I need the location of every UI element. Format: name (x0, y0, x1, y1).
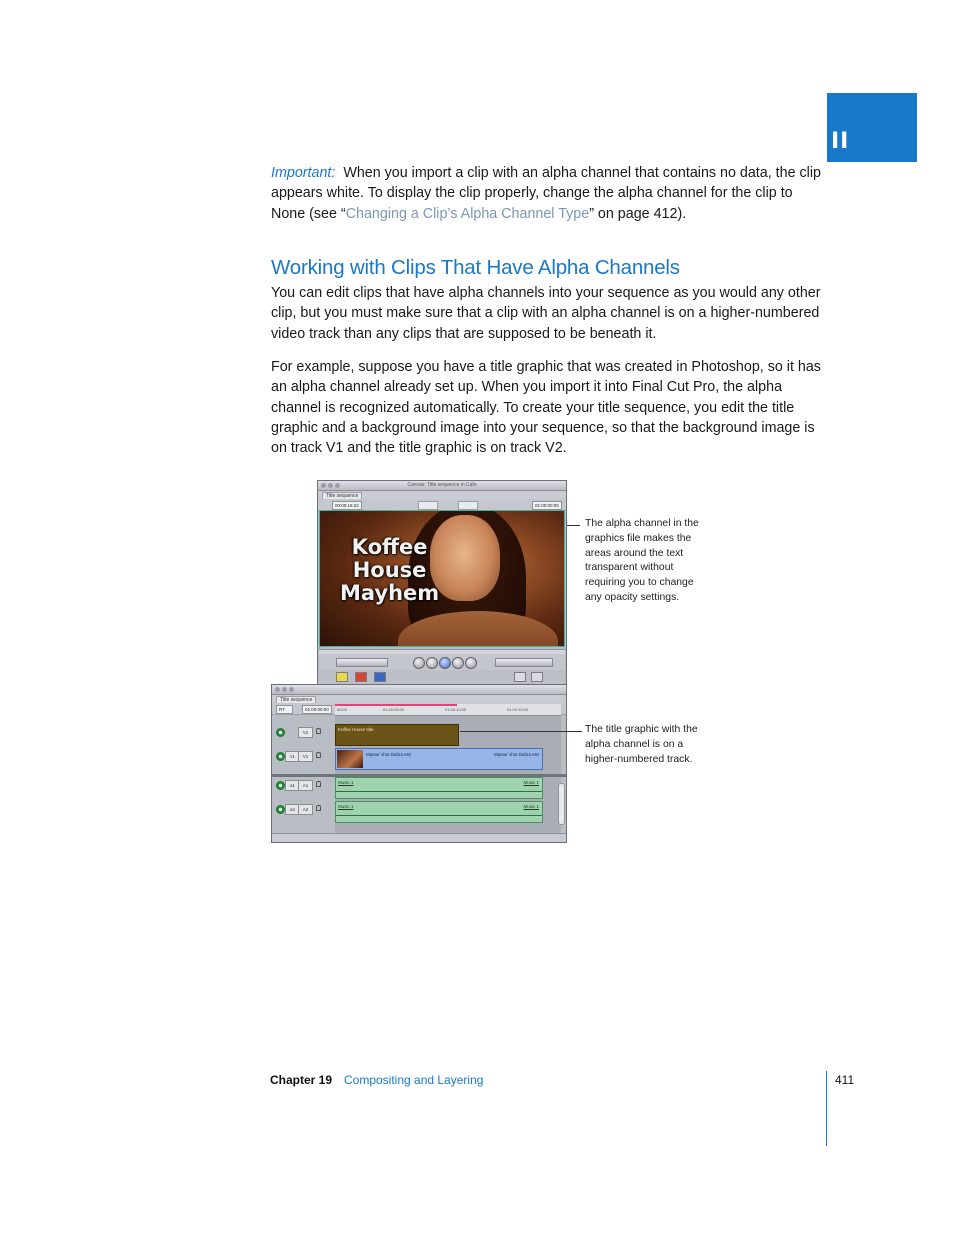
title-line-1: Koffee (351, 535, 428, 559)
title-clip-name: Koffee House title (338, 727, 374, 732)
track-label-v2[interactable]: V2 (298, 727, 313, 738)
lock-icon[interactable] (316, 728, 321, 734)
title-clip-v2[interactable] (335, 724, 459, 746)
audio-level-line[interactable] (336, 815, 542, 816)
timeline-titlebar (272, 685, 566, 695)
close-icon[interactable] (321, 483, 326, 488)
audio-clip-a2-name-right: Music 1 (523, 804, 539, 809)
video-audio-divider[interactable] (272, 774, 567, 777)
timeline-tab-title-sequence[interactable]: Title sequence (276, 696, 316, 704)
zoom-popup[interactable] (418, 501, 438, 510)
play-around-button[interactable] (452, 657, 464, 669)
important-label: Important: (271, 165, 336, 181)
in-out-range (335, 704, 457, 706)
duration-timecode[interactable]: 00:00:16:22 (332, 501, 362, 510)
play-button[interactable] (439, 657, 451, 669)
video-clip-v1[interactable] (335, 748, 543, 770)
ruler-label: 01:00:15:00 (507, 707, 529, 712)
replace-edit-button[interactable] (374, 672, 386, 682)
canvas-window-title: Canvas: Title sequence in Cafe (407, 482, 477, 488)
paragraph-2: For example, suppose you have a title graphic that was created in Photoshop, so it has an alpha channel already set up. When you import it into Final Cut Pro, the alpha channel is recognized automatically. To create your title sequence, you edit the title graphic and a background image into your sequence, so that the background image is on track V1 and the title graphic is on track V2. (271, 359, 821, 457)
track-audible-toggle[interactable] (276, 781, 285, 790)
insert-edit-button[interactable] (336, 672, 348, 682)
go-to-next-edit-button[interactable] (465, 657, 477, 669)
transport-controls (319, 654, 565, 670)
track-header-a1 (274, 778, 334, 792)
part-tab-label: II (831, 129, 850, 154)
track-label-a2[interactable]: A2 (298, 804, 313, 815)
ruler-label: 01:00:05:00 (383, 707, 405, 712)
subject-face (430, 515, 500, 601)
play-in-to-out-button[interactable] (426, 657, 438, 669)
source-control-v1[interactable]: v1 (285, 751, 300, 762)
timeline-window-controls[interactable] (275, 687, 294, 692)
timeline-window (271, 684, 567, 843)
page-number: 411 (835, 1073, 855, 1087)
playhead-timecode[interactable]: 01:00:00:00 (302, 705, 332, 714)
audio-clip-a2-name-left: Music 1 (338, 804, 354, 809)
clip-thumbnail (337, 750, 363, 768)
timeline-bottom-bar[interactable] (272, 833, 566, 842)
view-popup[interactable] (458, 501, 478, 510)
window-controls[interactable] (321, 483, 340, 488)
shuttle-control[interactable] (336, 658, 388, 667)
footer-rule (826, 1071, 827, 1146)
cross-reference-link[interactable]: Changing a Clip’s Alpha Channel Type (345, 205, 590, 222)
mark-in-button[interactable] (514, 672, 526, 682)
lock-icon[interactable] (316, 752, 321, 758)
go-to-previous-edit-button[interactable] (413, 657, 425, 669)
section-heading: Working with Clips That Have Alpha Channels (271, 256, 680, 279)
callout-line-2 (460, 731, 582, 732)
zoom-icon[interactable] (289, 687, 294, 692)
track-label-v1[interactable]: V1 (298, 751, 313, 762)
callout-1: The alpha channel in the graphics file makes the areas around the text transparent without requiring you to change any opacity settings. (585, 518, 699, 603)
video-clip-name-right: Master shot Debra MS (493, 752, 539, 757)
callout-2: The title graphic with the alpha channel is on a higher-numbered track. (585, 724, 698, 765)
vertical-scrollbar[interactable] (558, 783, 565, 825)
track-header-a2 (274, 802, 334, 816)
callout-line-1 (567, 525, 580, 526)
canvas-window (317, 480, 567, 685)
track-audible-toggle[interactable] (276, 805, 285, 814)
paragraph-1: You can edit clips that have alpha channels into your sequence as you would any other clip, but you must make sure that a clip with an alpha channel is on a higher-numbered video track than any clips that are supposed to be beneath it. (271, 285, 821, 342)
part-tab (827, 93, 917, 162)
lock-icon[interactable] (316, 805, 321, 811)
figure-screenshot (271, 480, 567, 843)
minimize-icon[interactable] (282, 687, 287, 692)
lock-icon[interactable] (316, 781, 321, 787)
current-timecode[interactable]: 01:00:00:00 (532, 501, 562, 510)
track-visibility-toggle[interactable] (276, 752, 285, 761)
video-clip-name-left: Master shot Debra MS (366, 752, 412, 757)
track-visibility-toggle[interactable] (276, 728, 285, 737)
minimize-icon[interactable] (328, 483, 333, 488)
title-line-3: Mayhem (340, 581, 440, 605)
canvas-tab-title-sequence[interactable]: Title sequence (322, 492, 362, 500)
edit-buttons-row (319, 670, 565, 684)
audio-clip-a2[interactable] (335, 801, 543, 823)
canvas-titlebar (318, 481, 566, 491)
title-graphic-overlay (340, 536, 439, 605)
footer-chapter-title[interactable]: Compositing and Layering (344, 1073, 484, 1087)
audio-clip-a1-name-left: Music 1 (338, 780, 354, 785)
timeline-ruler[interactable] (335, 704, 561, 716)
source-control-a1[interactable]: a1 (285, 780, 300, 791)
rt-popup[interactable]: RT (276, 705, 293, 714)
source-control-a2[interactable]: a2 (285, 804, 300, 815)
ruler-label: 00:00 (337, 707, 348, 712)
audio-clip-a1-name-right: Music 1 (523, 780, 539, 785)
track-header-v2 (274, 725, 334, 739)
audio-clip-a1[interactable] (335, 777, 543, 799)
title-line-2: House (352, 558, 427, 582)
important-note (271, 163, 827, 224)
important-text-before: When you import a clip with an alpha channel that contains no data, the clip appears white. To display the clip properly, change the alpha channel for the clip to None (see “ (271, 165, 825, 222)
track-header-v1 (274, 749, 334, 763)
mark-out-button[interactable] (531, 672, 543, 682)
important-text-after: ” on page 412). (589, 205, 687, 222)
close-icon[interactable] (275, 687, 280, 692)
footer-chapter-label: Chapter 19 (270, 1073, 333, 1087)
track-label-a1[interactable]: A1 (298, 780, 313, 791)
overwrite-edit-button[interactable] (355, 672, 367, 682)
ruler-label: 01:00:10:00 (445, 707, 467, 712)
audio-level-line[interactable] (336, 791, 542, 792)
canvas-video-frame (319, 510, 565, 647)
zoom-icon[interactable] (335, 483, 340, 488)
jog-control[interactable] (495, 658, 553, 667)
